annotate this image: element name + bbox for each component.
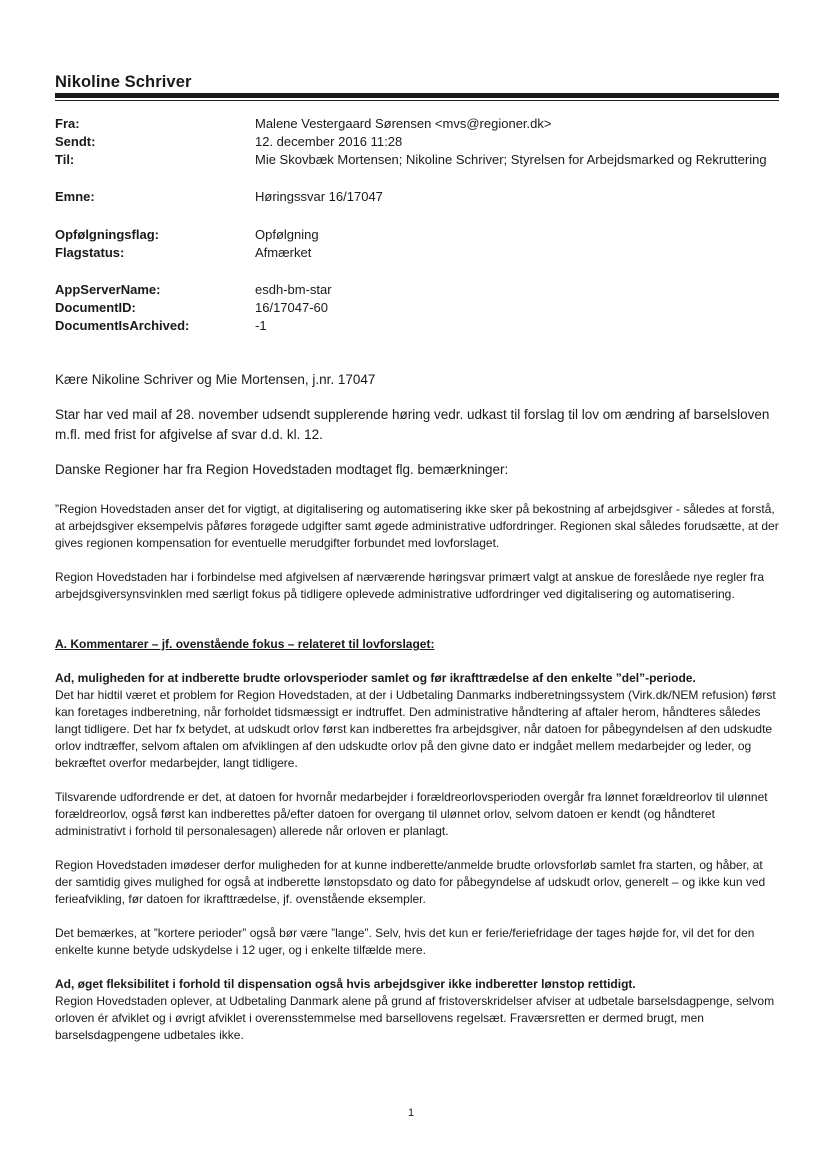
sent-value: 12. december 2016 11:28 (255, 134, 403, 149)
page-number: 1 (408, 1107, 415, 1119)
received-paragraph: Danske Regioner har fra Region Hovedstaden modtaget flg. bemærkninger: (55, 462, 509, 477)
appserver-value: esdh-bm-star (255, 282, 332, 297)
flagstatus-value: Afmærket (255, 245, 312, 260)
from-value: Malene Vestergaard Sørensen <mvs@regioner.dk> (255, 116, 552, 131)
quote-paragraph-2: Region Hovedstaden har i forbindelse med afgivelsen af nærværende høringsvar primært valgt at anskue de foreslåede nye regler fra arbejdsgiversynsvinklen med særligt fokus på tidligere oplevede administrative udfordringer ved digitalisering og automatisering. (55, 570, 765, 601)
sent-label: Sendt: (55, 134, 96, 149)
subsection-2-paragraph-1: Region Hovedstaden oplever, at Udbetaling Danmark alene på grund af fristoverskridelser afviser at udbetale barselsdagpenge, selvom orloven ér afviklet og i øvrigt afviklet i overensstemmelse med barsellovens regelsæt. Fraværsretten er dermed brugt, men barselsdagpengene udbetales ikke. (55, 994, 775, 1042)
subsection-1-paragraph-3: Region Hovedstaden imødeser derfor muligheden for at kunne indberette/anmelde brudte orlovsforløb samlet fra starten, og håber, at der samtidig gives mulighed for også at indberette lønstopsdato og dato for påbegyndelse af udskudt orlov, generelt – og ikke kun ved ferieafvikling, før datoen for ikrafttrædelse, jf. ovenstående eksempler. (55, 858, 766, 906)
flagstatus-label: Flagstatus: (55, 245, 125, 260)
subsection-1-paragraph-2: Tilsvarende udfordrende er det, at datoen for hvornår medarbejder i forældreorlovsperioden overgår fra lønnet forældreorlov til ulønnet forældreorlov, også først kan indberettes på/efter datoen for overgang til ulønnet orlov, selvom datoen er kendt (og håndteret administrativt i forhold til personalesagen) allerede når orloven er planlagt. (55, 790, 768, 838)
docid-label: DocumentID: (55, 300, 136, 315)
to-label: Til: (55, 152, 75, 167)
subsection-1-paragraph-4: Det bemærkes, at ”kortere perioder” også bør være ”lange”. Selv, hvis det kun er ferie/feriefridage der tages højde for, vil det for den enkelte kunne betyde udskydelse i 12 uger, og i enkelte tilfælde mere. (55, 926, 755, 957)
archived-label: DocumentIsArchived: (55, 318, 190, 333)
quote-paragraph-1: ”Region Hovedstaden anser det for vigtigt, at digitalisering og automatisering ikke sker på bekostning af arbejdsgiver - således at forstå, at arbejdsgiver eksempelvis påføres forøgede udgifter samt øgede administrative udfordringer. Regionen skal således forudsætte, at der gives regionen kompensation for eventuelle merudgifter forbundet med lovforslaget. (55, 502, 779, 550)
from-label: Fra: (55, 116, 80, 131)
subsection-1-paragraph-1: Det har hidtil været et problem for Region Hovedstaden, at der i Udbetaling Danmarks indberetningssystem (Virk.dk/NEM refusion) først kan foretages indberetning, når forholdet tidsmæssigt er indtruffet. Den administrative håndtering af aftaler herom, håndteres således langt tidligere. Det har fx betydet, at udskudt orlov først kan indberettes fra arbejdsgiver, når datoen for påbegyndelsen af den udskudte orlov indtræffer, selvom aftalen om afviklingen af den udskudte orlov på den givne dato er indgået mellem medarbejder og leder, og bekræftet overfor medarbejder, langt tidligere. (55, 688, 776, 770)
docid-value: 16/17047-60 (255, 300, 329, 315)
greeting-text: Kære Nikoline Schriver og Mie Mortensen, j.nr. 17047 (55, 372, 376, 387)
subsection-1-heading: Ad, muligheden for at indberette brudte orlovsperioder samlet og før ikrafttrædelse af den enkelte ”del”-periode. (55, 671, 696, 685)
to-value: Mie Skovbæk Mortensen; Nikoline Schriver; Styrelsen for Arbejdsmarked og Rekruttering (255, 152, 767, 167)
heading-rule-thick (55, 93, 779, 98)
heading-rule-thin (55, 100, 779, 101)
flag-label: Opfølgningsflag: (55, 227, 159, 242)
subject-label: Emne: (55, 189, 95, 204)
subject-value: Høringssvar 16/17047 (255, 189, 383, 204)
appserver-label: AppServerName: (55, 282, 161, 297)
flag-value: Opfølgning (255, 227, 319, 242)
section-a-heading: A. Kommentarer – jf. ovenstående fokus – relateret til lovforslaget: (55, 637, 435, 651)
archived-value: -1 (255, 318, 267, 333)
intro-paragraph: Star har ved mail af 28. november udsendt supplerende høring vedr. udkast til forslag til lov om ændring af barselsloven m.fl. med frist for afgivelse af svar d.d. kl. 12. (55, 407, 770, 442)
subsection-2-heading: Ad, øget fleksibilitet i forhold til dispensation også hvis arbejdsgiver ikke indberetter lønstop rettidigt. (55, 977, 636, 991)
sender-name-heading: Nikoline Schriver (55, 73, 192, 91)
